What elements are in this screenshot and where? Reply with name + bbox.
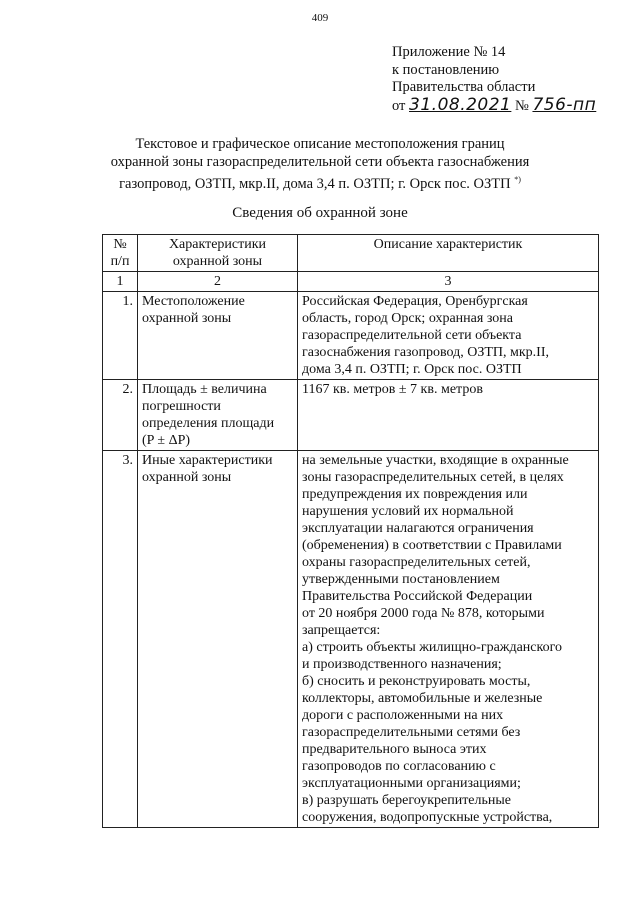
title-line-2: охранной зоны газораспределительной сети объекта газоснабжения [110,153,530,170]
text-line: газоснабжения газопровод, ОЗТП, мкр.II, [302,345,549,360]
appendix-line-2: к постановлению [392,61,500,78]
text-line: область, город Орск; охранная зона [302,311,513,326]
title-line-1: Текстовое и графическое описание местоположения границ [135,136,505,152]
text-line: Иные характеристики [142,453,273,468]
appendix-block [392,44,596,115]
number-sign: № [515,97,529,114]
text-line: охранной зоны [142,311,232,326]
text-line: зоны газораспределительных сетей, в целях [302,470,564,485]
row-characteristic [138,292,298,380]
text-line: коллекторы, автомобильные и железные [302,691,543,706]
column-number-1: 1 [103,272,138,292]
text-line: и производственного назначения; [302,657,502,672]
row-characteristic [138,380,298,451]
header-description: Описание характеристик [298,235,599,272]
text-line: нарушения условий их нормальной [302,504,514,519]
title-line-3-text: газопровод, ОЗТП, мкр.II, дома 3,4 п. ОЗТП; г. Орск пос. ОЗТП [119,175,511,192]
text-line: на земельные участки, входящие в охранные [302,453,569,468]
header-characteristics-line-2: охранной зоны [172,254,263,269]
table-row [103,451,599,828]
text-line: (обременения) в соответствии с Правилами [302,538,562,553]
table-row [103,380,599,451]
page-number: 409 [311,12,329,24]
text-line: газораспределительными сетями без [302,725,521,740]
text-line: дома 3,4 п. ОЗТП; г. Орск пос. ОЗТП [302,362,522,377]
title-line-3 [60,171,580,193]
text-line: охранной зоны [142,470,232,485]
text-line: запрещается: [302,623,381,638]
text-line: погрешности [142,399,221,414]
text-line: определения площади [142,416,275,431]
column-number-2: 2 [138,272,298,292]
text-line: предупреждения их повреждения или [302,487,528,502]
appendix-line-3: Правительства области [392,79,536,95]
row-characteristic [138,451,298,828]
document-title [60,136,580,193]
text-line: сооружения, водопропускные устройства, [302,810,553,825]
text-line: Местоположение [142,294,245,309]
table-header-row [103,235,599,272]
column-number-3: 3 [298,272,599,292]
text-line: (P ± ΔP) [142,433,191,448]
text-line: Российская Федерация, Оренбургская [302,294,528,309]
text-line: эксплуатации налагаются ограничения [302,521,534,536]
text-line: а) строить объекты жилищно-гражданского [302,640,562,655]
text-line: 1167 кв. метров ± 7 кв. метров [302,382,483,397]
text-line: б) сносить и реконструировать мосты, [302,674,531,689]
header-characteristics-line-1: Характеристики [168,237,267,252]
header-number [103,235,138,272]
text-line: утвержденными постановлением [302,572,500,587]
row-description [298,292,599,380]
header-characteristics [138,235,298,272]
zone-info-table [102,234,599,828]
text-line: от 20 ноября 2000 года № 878, которыми [302,606,545,621]
row-description [298,451,599,828]
table-row [103,292,599,380]
section-subtitle: Сведения об охранной зоне [232,205,408,221]
text-line: Площадь ± величина [142,382,267,397]
text-line: газопроводов по согласованию с [302,759,496,774]
text-line: охраны газораспределительных сетей, [302,555,531,570]
row-number: 1. [103,292,138,380]
handwritten-doc-number: 756-пп [532,94,597,115]
footnote-mark: *) [514,175,521,184]
handwritten-date: 31.08.2021 [409,94,512,115]
text-line: газораспределительной сети объекта [302,328,522,343]
appendix-line-1: Приложение № 14 [392,44,506,60]
header-number-line-2: п/п [110,254,130,269]
text-line: эксплуатационными организациями; [302,776,521,791]
text-line: в) разрушать берегоукрепительные [302,793,512,808]
text-line: предварительного выноса этих [302,742,487,757]
text-line: дороги с расположенными на них [302,708,504,723]
text-line: Правительства Российской Федерации [302,589,533,604]
row-description [298,380,599,451]
row-number: 2. [103,380,138,451]
header-number-line-1: № [113,237,127,252]
column-number-row [103,272,599,292]
appendix-date-line [392,94,597,116]
row-number: 3. [103,451,138,828]
from-prefix: от [392,97,406,114]
